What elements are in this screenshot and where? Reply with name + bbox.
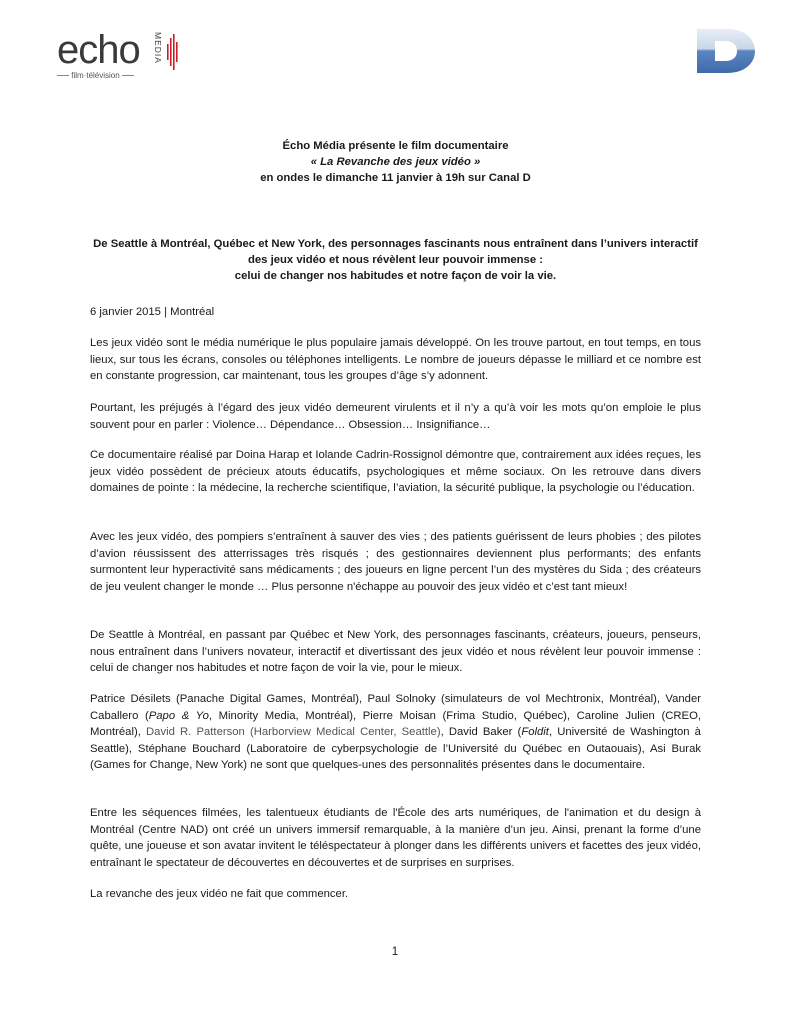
canal-d-logo-icon: [697, 29, 755, 73]
echo-logo-subtitle-text: film·télévision: [71, 71, 120, 80]
paragraph-6: [90, 691, 701, 774]
paragraph-3: Ce documentaire réalisé par Doina Harap et Iolande Cadrin-Rossignol démontre que, contrairement aux idées reçues, les jeux vidéo possèdent de précieux atouts éducatifs, psychologiques et même sociaux. On les retrouve dans divers domaines de pointe : la médecine, la recherche scientifique, l’aviation, la sécurité publique, la psychologie ou l’éducation.: [90, 449, 701, 494]
subtitle-line-2: des jeux vidéo et nous révèlent leur pouvoir immense :: [247, 254, 544, 266]
paragraph-6-part-a: Patrice Désilets (Panache Digital Games, Montréal), Paul Solnoky (simulateurs de vol Mechtronix, Montréal), Vander Caballero (: [90, 693, 701, 722]
echo-logo-subtitle: [57, 71, 167, 80]
paragraph-2: Pourtant, les préjugés à l’égard des jeux vidéo demeurent virulents et il n’y a qu’à voir les mots qu’on emploie le plus souvent pour en parler : Violence… Dépendance… Obsession… Insignifiance…: [90, 402, 701, 431]
dateline: 6 janvier 2015 | Montréal: [90, 306, 215, 318]
paragraph-6-title-papo-yo: Papo & Yo: [148, 709, 209, 722]
title-line-1: Écho Média présente le film documentaire: [282, 140, 509, 152]
echo-logo-media-text: MEDIA: [153, 32, 163, 64]
paragraph-6-part-b: , Minority Media, Montréal), Pierre Moisan (Frima Studio, Québec), Caroline Julien (CREO, Montréal),: [90, 709, 701, 738]
paragraph-6-part-d: , Université de Washington à Seattle), Stéphane Bouchard (Laboratoire de cyberpsychologie de l’Université du Québec en Outaouais), Asi Burak (Games for Change, New York) ne sont que quelques-unes des personnalités présentes dans le documentaire.: [90, 726, 701, 771]
paragraph-6-title-foldit: Foldit: [521, 726, 549, 738]
title-line-2: « La Revanche des jeux vidéo »: [310, 156, 481, 168]
echo-logo-bars-icon: [167, 34, 179, 70]
paragraph-7: Entre les séquences filmées, les talentueux étudiants de l'École des arts numériques, de l'animation et du design à Montréal (Centre NAD) ont créé un univers immersif remarquable, à la manière d’un jeu. Ainsi, prenant la forme d’une quête, une joueuse et son avatar invitent le téléspectateur à plonger dans les différents univers et facettes des jeux vidéo, entraînant le spectateur de découvertes en découvertes et de surprises en surprises.: [90, 807, 701, 869]
echo-media-logo: [57, 30, 187, 80]
subtitle-line-3: celui de changer nos habitudes et notre façon de voir la vie.: [234, 270, 557, 282]
page-number: 1: [391, 946, 399, 958]
paragraph-1: Les jeux vidéo sont le média numérique le plus populaire jamais développé. On les trouve partout, en tout temps, en tous lieux, sur tous les écrans, consoles ou téléphones intelligents. Le nombre de joueurs dépasse le milliard et ce nombre est en constante progression, car maintenant, tous les groupes d’âge s’y adonnent.: [90, 337, 701, 382]
echo-logo-word: echo: [57, 28, 140, 72]
paragraph-5: De Seattle à Montréal, en passant par Québec et New York, des personnages fascinants, créateurs, joueurs, penseurs, nous entraînent dans l’univers novateur, interactif et divertissant des jeux vidéo et nous révèlent leur pouvoir immense : celui de changer nos habitudes et notre façon de voir la vie, pour le mieux.: [90, 629, 701, 674]
paragraph-6-part-c: , David Baker (: [440, 726, 522, 738]
title-line-3: en ondes le dimanche 11 janvier à 19h sur Canal D: [260, 172, 531, 184]
paragraph-4: Avec les jeux vidéo, des pompiers s’entraînent à sauver des vies ; des patients guérissent de leurs phobies ; des pilotes d’avion réussissent des atterrissages très risqués ; des gestionnaires deviennent plus performants; des enfants surmontent leur hyperactivité sans médicaments ; des joueurs en ligne percent l’un des mystères du Sida ; des créateurs de jeu veulent changer le monde … Plus personne n'échappe au pouvoir des jeux vidéo et c’est tant mieux!: [90, 531, 701, 593]
paragraph-8: La revanche des jeux vidéo ne fait que commencer.: [90, 888, 349, 900]
subtitle-line-1: De Seattle à Montréal, Québec et New York, des personnages fascinants nous entraînent dans l’univers interactif: [93, 238, 698, 250]
paragraph-6-patterson: David R. Patterson (Harborview Medical Center, Seattle): [146, 726, 441, 738]
